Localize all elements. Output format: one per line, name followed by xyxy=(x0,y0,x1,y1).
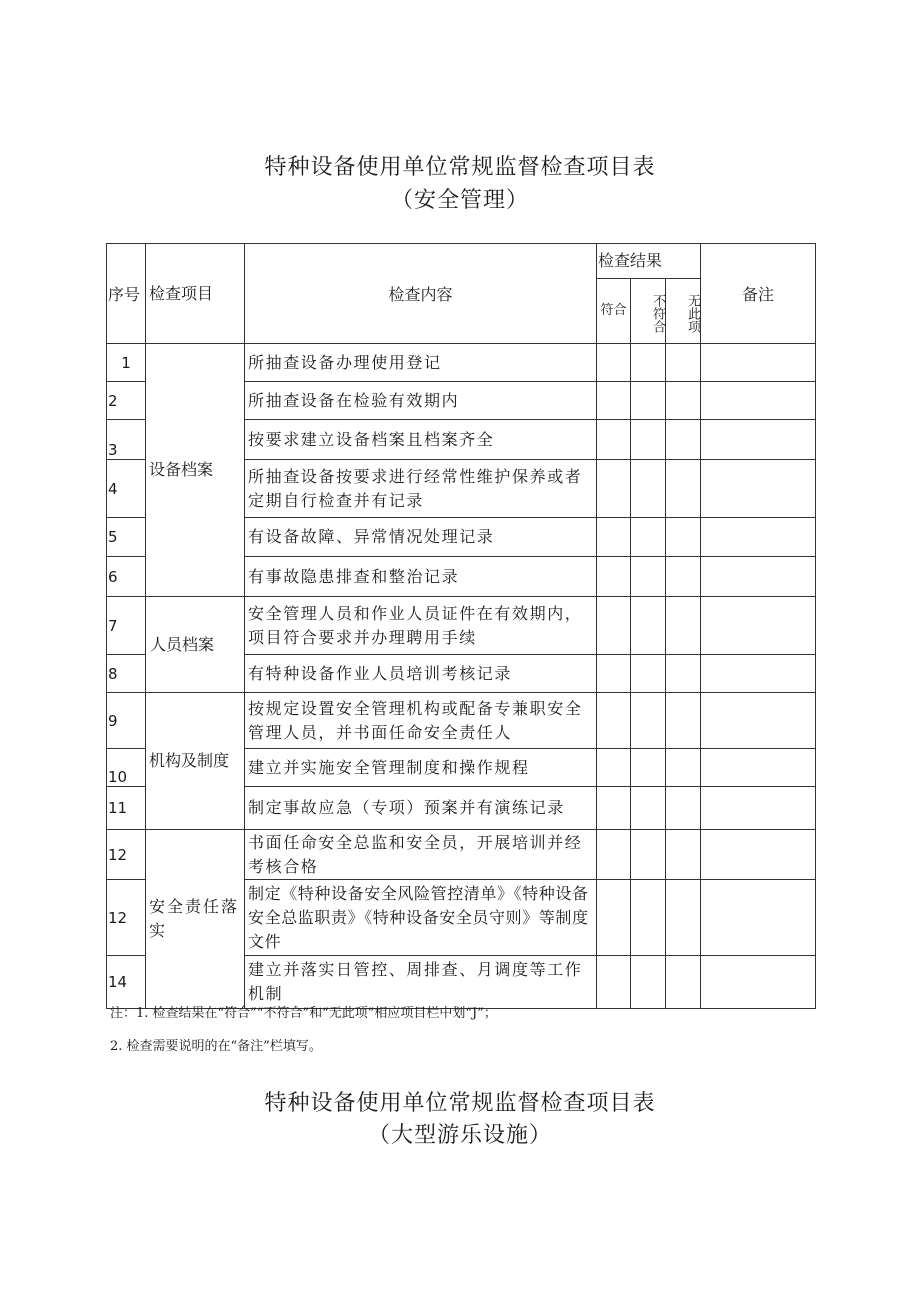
cell-noncomply[interactable] xyxy=(631,597,666,655)
cell-remark[interactable] xyxy=(701,460,816,518)
row-no: 12 xyxy=(107,880,146,956)
row-no: 11 xyxy=(107,787,146,830)
cell-remark[interactable] xyxy=(701,382,816,420)
cell-noncomply[interactable] xyxy=(631,557,666,597)
row-content: 有设备故障、异常情况处理记录 xyxy=(245,518,597,557)
table-row xyxy=(107,597,816,655)
cell-comply[interactable] xyxy=(597,557,631,597)
cell-comply[interactable] xyxy=(597,597,631,655)
cell-remark[interactable] xyxy=(701,518,816,557)
page-title: 特种设备使用单位常规监督检查项目表 xyxy=(264,155,656,180)
cell-noncomply[interactable] xyxy=(631,880,666,956)
cell-noncomply[interactable] xyxy=(631,749,666,787)
cell-comply[interactable] xyxy=(597,749,631,787)
row-no: 12 xyxy=(107,830,146,880)
row-content: 按规定设置安全管理机构或配备专兼职安全管理人员，并书面任命安全责任人 xyxy=(245,693,597,749)
header-content: 检查内容 xyxy=(245,244,597,344)
table-row xyxy=(107,693,816,749)
cell-na[interactable] xyxy=(666,956,701,1009)
cell-comply[interactable] xyxy=(597,460,631,518)
cell-comply[interactable] xyxy=(597,655,631,693)
row-content: 所抽查设备在检验有效期内 xyxy=(245,382,597,420)
cell-noncomply[interactable] xyxy=(631,518,666,557)
group-organization-system: 机构及制度 xyxy=(146,693,245,830)
row-no: 5 xyxy=(107,518,146,557)
cell-na[interactable] xyxy=(666,749,701,787)
cell-comply[interactable] xyxy=(597,880,631,956)
cell-remark[interactable] xyxy=(701,830,816,880)
cell-comply[interactable] xyxy=(597,420,631,460)
cell-na[interactable] xyxy=(666,420,701,460)
cell-noncomply[interactable] xyxy=(631,344,666,382)
cell-na[interactable] xyxy=(666,655,701,693)
row-content: 安全管理人员和作业人员证件在有效期内，项目符合要求并办理聘用手续 xyxy=(245,597,597,655)
row-no: 7 xyxy=(107,597,146,655)
second-page-title: 特种设备使用单位常规监督检查项目表 xyxy=(264,1091,656,1116)
row-content: 有特种设备作业人员培训考核记录 xyxy=(245,655,597,693)
cell-na[interactable] xyxy=(666,787,701,830)
row-content: 建立并实施安全管理制度和操作规程 xyxy=(245,749,597,787)
row-content: 按要求建立设备档案且档案齐全 xyxy=(245,420,597,460)
row-content: 制定事故应急（专项）预案并有演练记录 xyxy=(245,787,597,830)
row-no: 9 xyxy=(107,693,146,749)
group-safety-responsibility: 安全责任落实 xyxy=(146,830,245,1009)
row-no: 3 xyxy=(107,420,146,460)
table-row xyxy=(107,830,816,880)
row-content: 有事故隐患排查和整治记录 xyxy=(245,557,597,597)
cell-noncomply[interactable] xyxy=(631,460,666,518)
cell-na[interactable] xyxy=(666,344,701,382)
cell-remark[interactable] xyxy=(701,597,816,655)
table-row xyxy=(107,344,816,382)
cell-remark[interactable] xyxy=(701,344,816,382)
cell-noncomply[interactable] xyxy=(631,382,666,420)
group-equipment-files: 设备档案 xyxy=(146,344,245,597)
cell-comply[interactable] xyxy=(597,344,631,382)
cell-remark[interactable] xyxy=(701,655,816,693)
page-subtitle: （安全管理） xyxy=(390,188,529,213)
row-no: 14 xyxy=(107,956,146,1009)
row-no: 8 xyxy=(107,655,146,693)
header-result-title: 检查结果 xyxy=(597,244,700,279)
cell-remark[interactable] xyxy=(701,880,816,956)
row-content: 制定《特种设备安全风险管控清单》《特种设备安全总监职责》《特种设备安全员守则》等制度文件 xyxy=(245,880,597,956)
cell-comply[interactable] xyxy=(597,382,631,420)
cell-noncomply[interactable] xyxy=(631,787,666,830)
cell-noncomply[interactable] xyxy=(631,830,666,880)
cell-remark[interactable] xyxy=(701,956,816,1009)
header-result xyxy=(597,244,701,344)
cell-comply[interactable] xyxy=(597,787,631,830)
row-no: 1 xyxy=(107,344,146,382)
cell-noncomply[interactable] xyxy=(631,420,666,460)
cell-na[interactable] xyxy=(666,880,701,956)
header-remark: 备注 xyxy=(701,244,816,344)
cell-noncomply[interactable] xyxy=(631,655,666,693)
cell-remark[interactable] xyxy=(701,749,816,787)
second-page-subtitle: （大型游乐设施） xyxy=(367,1123,552,1148)
cell-noncomply[interactable] xyxy=(631,956,666,1009)
cell-comply[interactable] xyxy=(597,830,631,880)
header-na: 无此项 xyxy=(685,293,701,333)
group-personnel-files: 人员档案 xyxy=(146,597,245,693)
header-no: 序号 xyxy=(107,244,146,344)
cell-remark[interactable] xyxy=(701,693,816,749)
row-no: 4 xyxy=(107,460,146,518)
cell-na[interactable] xyxy=(666,557,701,597)
cell-remark[interactable] xyxy=(701,420,816,460)
header-item: 检查项目 xyxy=(146,244,245,344)
inspection-table xyxy=(106,243,816,1009)
row-no: 6 xyxy=(107,557,146,597)
row-no: 2 xyxy=(107,382,146,420)
header-noncomply: 不符合 xyxy=(631,279,666,343)
cell-na[interactable] xyxy=(666,460,701,518)
cell-na[interactable] xyxy=(666,382,701,420)
cell-comply[interactable] xyxy=(597,518,631,557)
header-comply: 符合 xyxy=(597,279,631,343)
cell-remark[interactable] xyxy=(701,787,816,830)
note-line-1: 注：1. 检查结果在“符合”“不符合”和“无此项”相应项目栏中划“J”； xyxy=(110,1006,497,1021)
row-no: 10 xyxy=(107,749,146,787)
cell-remark[interactable] xyxy=(701,557,816,597)
cell-comply[interactable] xyxy=(597,693,631,749)
note-line-2: 2. 检查需要说明的在“备注”栏填写。 xyxy=(110,1039,322,1054)
cell-noncomply[interactable] xyxy=(631,693,666,749)
cell-na[interactable] xyxy=(666,597,701,655)
cell-na[interactable] xyxy=(666,518,701,557)
row-content: 书面任命安全总监和安全员，开展培训并经考核合格 xyxy=(245,830,597,880)
cell-na[interactable] xyxy=(666,830,701,880)
cell-na[interactable] xyxy=(666,693,701,749)
row-content: 所抽查设备办理使用登记 xyxy=(245,344,597,382)
cell-comply[interactable] xyxy=(597,956,631,1009)
row-content: 建立并落实日管控、周排查、月调度等工作机制 xyxy=(245,956,597,1009)
table-header-row xyxy=(107,244,816,344)
row-content: 所抽查设备按要求进行经常性维护保养或者定期自行检查并有记录 xyxy=(245,460,597,518)
